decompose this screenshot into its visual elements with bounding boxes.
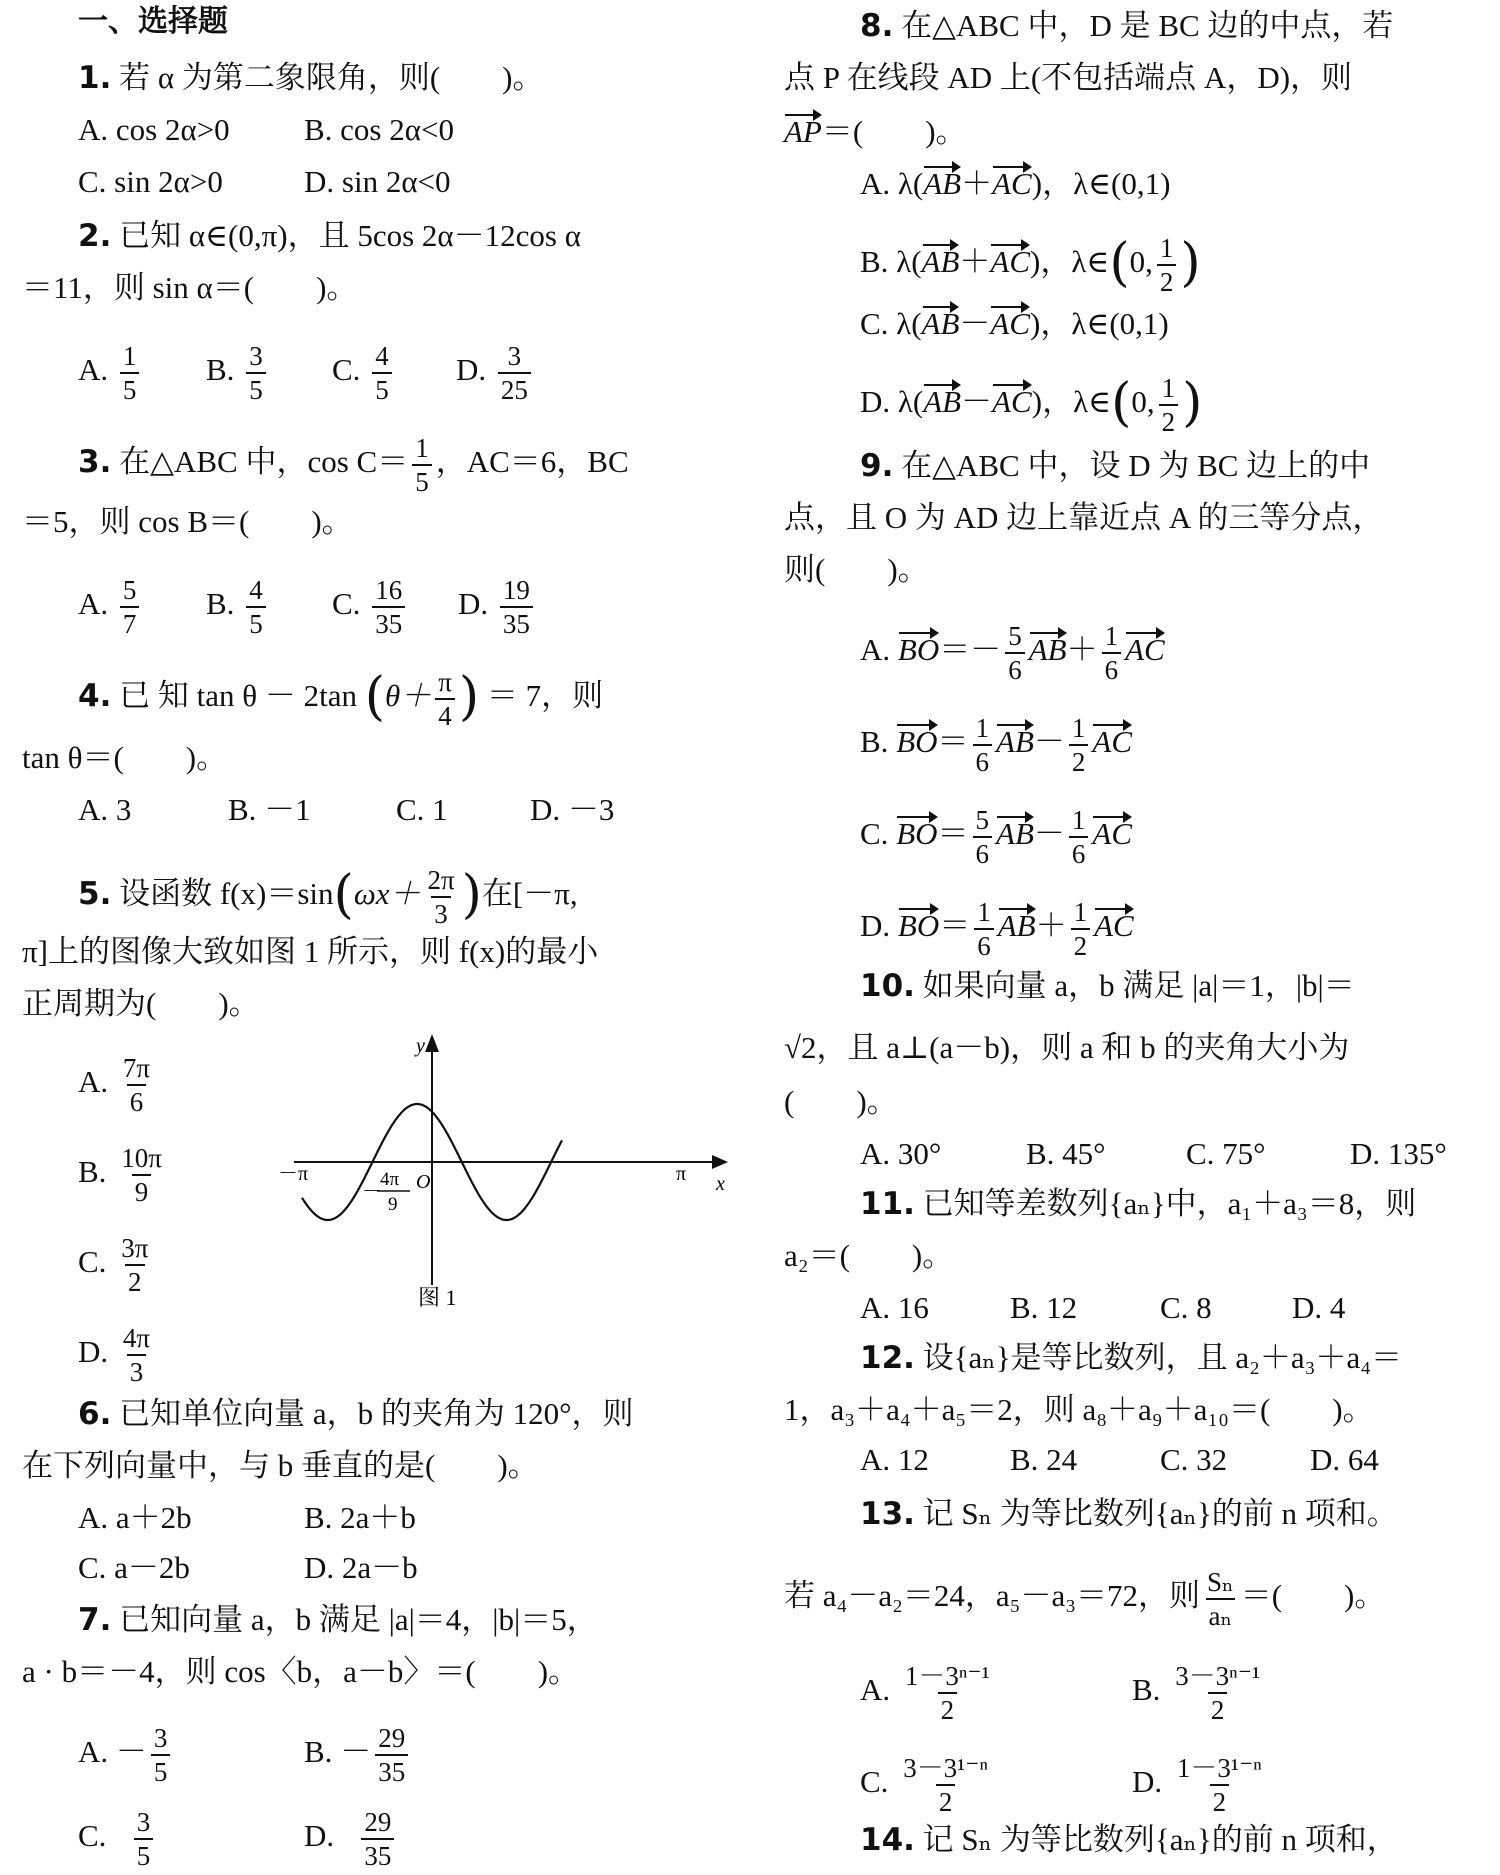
question-10: 10. 如果向量 a，b 满足 |a|＝1，|b|＝	[860, 968, 1355, 1004]
fraction	[134, 1806, 154, 1872]
tick-sign: －	[362, 1181, 382, 1203]
question-8: 8. 在△ABC 中，D 是 BC 边的中点，若	[860, 8, 1394, 44]
option-label: D.	[456, 352, 494, 388]
option-label: B.	[1132, 1672, 1169, 1708]
question-11-line2: a₂＝( )。	[784, 1238, 954, 1273]
denominator: 5	[151, 1754, 171, 1788]
option-label: A.	[78, 586, 116, 622]
option-label: D.	[78, 1334, 116, 1370]
y-axis-arrow	[425, 1034, 439, 1052]
range: ，λ∈	[1040, 244, 1110, 280]
numerator: 5	[122, 575, 137, 605]
question-9-line2: 点，且 O 为 AD 边上靠近点 A 的三等分点，	[784, 500, 1384, 535]
q4-option-c: C. 1	[396, 792, 448, 827]
question-text: 若 α 为第二象限角，则( )。	[119, 60, 544, 95]
fraction	[120, 340, 140, 406]
q4-option-d: D. －3	[530, 792, 615, 827]
vector: BO	[898, 906, 939, 946]
vector: AB	[922, 304, 960, 344]
numerator: 3－3ⁿ⁻¹	[1175, 1661, 1261, 1691]
q13-option-d	[1132, 1752, 1269, 1818]
vector: AC	[990, 304, 1030, 344]
option-label: D.	[1132, 1764, 1170, 1800]
fraction: $\frac{\text{Sₙ}}{\text{aₙ}}$	[1207, 1567, 1234, 1631]
option-label: A.	[860, 632, 898, 668]
fraction	[1174, 1752, 1265, 1818]
x-label: x	[716, 1173, 725, 1195]
q3-option-c	[332, 574, 409, 640]
q1-option-d: D. sin 2α<0	[304, 164, 451, 199]
q2-option-a	[78, 340, 143, 406]
y-label: y	[416, 1035, 425, 1057]
denominator: 35	[361, 1838, 394, 1872]
option-label: A.	[860, 1672, 898, 1708]
question-9-line3: 则( )。	[784, 552, 929, 587]
question-text: 在△ABC 中，cos C＝	[119, 444, 409, 480]
q12-option-d: D. 64	[1310, 1442, 1379, 1477]
vector: BO	[896, 722, 937, 762]
denominator: 2	[125, 1264, 145, 1298]
fraction	[900, 1752, 991, 1818]
numerator: 1	[122, 341, 137, 371]
fraction	[498, 340, 531, 406]
question-number: 9.	[860, 448, 894, 484]
fraction	[361, 1806, 394, 1872]
denominator: 5	[246, 606, 266, 640]
question-8-line2: 点 P 在线段 AD 上(不包括端点 A，D)，则	[784, 60, 1353, 95]
question-10-line3: ( )。	[784, 1084, 898, 1119]
denominator: 2	[1069, 744, 1089, 778]
fraction	[1069, 712, 1089, 778]
denominator: 35	[500, 606, 533, 640]
question-number: 8.	[860, 8, 894, 44]
q12-option-b: B. 24	[1010, 1442, 1078, 1477]
q7-option-a	[78, 1722, 174, 1788]
numerator: 3	[153, 1723, 168, 1753]
numerator: 7π	[122, 1053, 151, 1083]
vector: AB	[923, 382, 961, 422]
numerator: 1	[1161, 373, 1176, 403]
numerator: 29	[378, 1723, 406, 1753]
q8-option-d: D. λ(AB－AC)，λ∈(0, $\frac{1}{2}$ )	[860, 373, 1203, 437]
question-14: 14. 记 Sₙ 为等比数列{aₙ}的前 n 项和，	[860, 1822, 1398, 1858]
question-4: 4. 已 知 tan θ － 2tan (θ＋ $\frac{\pi}{4}$ ) ＝ 7，则	[78, 667, 604, 731]
fraction	[1157, 232, 1177, 298]
denominator: 25	[498, 372, 531, 406]
denominator: 6	[973, 744, 993, 778]
q11-option-c: C. 8	[1160, 1290, 1212, 1325]
question-7: 7. 已知向量 a，b 满足 |a|＝4，|b|＝5，	[78, 1602, 598, 1638]
neg-pi-label: －π	[278, 1163, 309, 1185]
numerator: 3－3¹⁻ⁿ	[903, 1753, 989, 1783]
pi-label: π	[676, 1163, 687, 1185]
numerator: 5	[975, 805, 990, 835]
denominator: 9	[132, 1174, 152, 1208]
option-label: D.	[458, 586, 496, 622]
sign: －	[340, 1734, 372, 1770]
question-8-line3: AP＝( )。	[784, 112, 967, 152]
fraction	[375, 1722, 408, 1788]
option-label: C.	[332, 586, 369, 622]
q8-option-c: C. λ(AB－AC)，λ∈(0,1)	[860, 304, 1169, 344]
fraction	[902, 1660, 993, 1726]
numerator: 19	[502, 575, 530, 605]
question-2	[78, 216, 581, 256]
option-label: D.	[860, 384, 898, 420]
q3-option-b	[206, 574, 270, 640]
q9-option-b: B. BO＝ $\frac{1}{6}$ AB－ $\frac{1}{2}$ AC	[860, 713, 1133, 777]
fraction	[151, 1722, 171, 1788]
denominator: 6	[1069, 836, 1089, 870]
question-1	[78, 58, 544, 98]
numerator: 3	[249, 341, 263, 371]
option-label: C.	[332, 352, 369, 388]
fraction	[372, 340, 392, 406]
vector: BO	[898, 630, 939, 670]
operator: ＋	[1066, 632, 1098, 668]
fraction	[500, 574, 533, 640]
fraction	[974, 896, 994, 962]
tick-denominator: 9	[388, 1194, 398, 1215]
vector: AB	[923, 164, 961, 204]
numerator: 4	[249, 575, 263, 605]
operator: －	[961, 384, 993, 420]
q9-option-c: C. BO＝ $\frac{5}{6}$ AB－ $\frac{1}{6}$ AC	[860, 805, 1133, 869]
q6-option-a: A. a＋2b	[78, 1500, 192, 1535]
fraction	[1102, 620, 1122, 686]
q10-option-d: D. 135°	[1350, 1136, 1447, 1171]
option-label: B.	[860, 244, 897, 280]
numerator: 29	[364, 1807, 392, 1837]
question-5-line3: 正周期为( )。	[22, 986, 260, 1021]
option-label: A.	[78, 1064, 116, 1100]
numerator: 4	[375, 341, 389, 371]
operator: ＋	[961, 166, 993, 201]
denominator: 7	[120, 606, 140, 640]
x-axis-arrow	[712, 1155, 728, 1169]
question-number: 13.	[860, 1496, 915, 1532]
q11-option-d: D. 4	[1292, 1290, 1346, 1325]
question-13: 13. 记 Sₙ 为等比数列{aₙ}的前 n 项和。	[860, 1496, 1398, 1532]
q6-option-d: D. 2a－b	[304, 1550, 418, 1585]
denominator: 35	[375, 1754, 408, 1788]
denominator: 6	[974, 928, 994, 962]
numerator: 3π	[121, 1233, 149, 1263]
q11-option-b: B. 12	[1010, 1290, 1078, 1325]
range: ，λ∈(0,1)	[1040, 306, 1169, 341]
denominator: 2	[1208, 1692, 1228, 1726]
denominator: 6	[973, 836, 993, 870]
q3-option-a	[78, 574, 143, 640]
vector: BO	[896, 814, 937, 854]
question-number: 5.	[78, 876, 112, 913]
vector: AC	[1094, 906, 1134, 946]
denominator: 5	[134, 1838, 154, 1872]
option-label: A.	[78, 352, 116, 388]
question-number: 1.	[78, 60, 112, 96]
denominator: 6	[1005, 652, 1025, 686]
range: ，λ∈	[1042, 384, 1112, 420]
q7-option-d	[304, 1806, 398, 1872]
origin-label: O	[416, 1171, 431, 1193]
fraction	[118, 1142, 165, 1208]
denominator: 35	[372, 606, 405, 640]
question-number: 11.	[860, 1186, 915, 1222]
fraction: $\frac{1}{5}$	[412, 432, 432, 498]
q10-option-b: B. 45°	[1026, 1136, 1106, 1171]
question-3: 3. 在△ABC 中，cos C＝ $\frac{1}{5}$ ，AC＝6，BC	[78, 433, 629, 497]
q13-option-a	[860, 1660, 997, 1726]
q13-option-c	[860, 1752, 995, 1818]
fraction: $\frac{\pi}{4}$	[435, 666, 455, 732]
denominator: 2	[936, 1784, 956, 1818]
fraction	[1005, 620, 1025, 686]
numerator: 10π	[121, 1143, 162, 1173]
question-11: 11. 已知等差数列{aₙ}中，a₁＋a₃＝8，则	[860, 1186, 1417, 1222]
question-number: 7.	[78, 1602, 112, 1638]
range: ，λ∈(0,1)	[1042, 166, 1171, 201]
denominator: 3	[127, 1354, 147, 1388]
question-13-line2: 若 a₄－a₂＝24，a₅－a₃＝72，则 $\frac{\text{Sₙ}}{\text{aₙ}}$ ＝( )。	[784, 1567, 1386, 1631]
figure-caption: 图 1	[418, 1285, 457, 1310]
fraction	[973, 804, 993, 870]
q12-option-a: A. 12	[860, 1442, 929, 1477]
numerator: 3	[507, 341, 522, 371]
option-label: D.	[304, 1818, 342, 1854]
q11-option-a: A. 16	[860, 1290, 929, 1325]
q5-option-b	[78, 1142, 169, 1208]
q1-option-a: A. cos 2α>0	[78, 112, 230, 147]
fraction: $\frac{2\pi}{3}$	[427, 865, 455, 929]
question-2-line2: ＝11，则 sin α＝( )。	[22, 270, 358, 305]
sign	[114, 1818, 130, 1853]
option-label: A.	[78, 1734, 116, 1770]
vector: AB	[998, 906, 1036, 946]
q8-option-a: A. λ(AB＋AC)，λ∈(0,1)	[860, 164, 1170, 204]
q1-option-b: B. cos 2α<0	[304, 112, 454, 147]
fraction	[120, 1052, 153, 1118]
question-5: 5. 设函数 f(x)＝sin(ωx＋ $\frac{2\pi}{3}$ )在[－π,	[78, 865, 578, 929]
denominator: 5	[372, 372, 392, 406]
fraction	[118, 1232, 151, 1298]
numerator: 1－3ⁿ⁻¹	[904, 1661, 990, 1691]
question-number: 14.	[860, 1822, 915, 1858]
question-text: 已知 α∈(0,π)，且 5cos 2α－12cos α	[119, 218, 581, 253]
q4-option-a: A. 3	[78, 792, 132, 827]
sign	[342, 1818, 358, 1853]
numerator: 1	[975, 713, 990, 743]
numerator: 1	[1073, 897, 1088, 927]
numerator: 16	[375, 575, 403, 605]
numerator: 1	[1104, 621, 1119, 651]
question-number: 12.	[860, 1340, 915, 1376]
question-number: 2.	[78, 218, 112, 254]
numerator: 1	[1071, 713, 1086, 743]
denominator: 5	[246, 372, 266, 406]
numerator: 4π	[122, 1323, 151, 1353]
fraction	[120, 574, 140, 640]
denominator: 2	[1159, 404, 1179, 438]
denominator: 2	[1071, 928, 1091, 962]
operator: －	[1033, 816, 1065, 852]
vector: AC	[1125, 630, 1165, 670]
option-label: C.	[78, 1244, 115, 1280]
option-label: B.	[206, 586, 243, 622]
q2-option-d	[456, 340, 535, 406]
operator: ＋	[1035, 908, 1067, 944]
numerator: 1－3¹⁻ⁿ	[1176, 1753, 1262, 1783]
numerator: 1	[1159, 233, 1174, 263]
denominator: 2	[1157, 264, 1177, 298]
question-3-line2: ＝5，则 cos B＝( )。	[22, 504, 353, 539]
option-label: B.	[206, 352, 243, 388]
option-label: B.	[78, 1154, 115, 1190]
fraction	[246, 574, 266, 640]
q5-option-c	[78, 1232, 155, 1298]
vector: AC	[1092, 814, 1132, 854]
vector: AB	[996, 814, 1034, 854]
denominator: 5	[120, 372, 140, 406]
vector: AB	[922, 242, 960, 282]
question-9: 9. 在△ABC 中，设 D 为 BC 边上的中	[860, 448, 1371, 484]
option-label: B.	[304, 1734, 341, 1770]
q12-option-c: C. 32	[1160, 1442, 1228, 1477]
denominator: 6	[127, 1084, 147, 1118]
q3-option-d	[458, 574, 537, 640]
option-label: C.	[860, 1764, 897, 1800]
q7-option-b	[304, 1722, 412, 1788]
figure-1	[278, 1030, 744, 1320]
question-6: 6. 已知单位向量 a，b 的夹角为 120°，则	[78, 1396, 634, 1432]
question-5-line2: π]上的图像大致如图 1 所示，则 f(x)的最小	[22, 934, 599, 969]
q10-option-a: A. 30°	[860, 1136, 942, 1171]
sign: －	[115, 1734, 147, 1770]
operator: ＋	[959, 244, 991, 280]
question-10-line2: √2，且 a⊥(a－b)，则 a 和 b 的夹角大小为	[784, 1030, 1350, 1065]
q5-option-a	[78, 1052, 157, 1118]
denominator: 2	[938, 1692, 958, 1726]
fraction	[973, 712, 993, 778]
question-number: 10.	[860, 968, 915, 1004]
question-7-line2: a · b＝－4，则 cos〈b，a－b〉＝( )。	[22, 1654, 580, 1689]
q4-option-b: B. －1	[228, 792, 311, 827]
vector: AC	[990, 242, 1030, 282]
vector: AB	[1029, 630, 1067, 670]
option-label: A.	[860, 166, 898, 201]
denominator: 2	[1210, 1784, 1230, 1818]
option-label: C.	[860, 306, 897, 341]
fraction	[1069, 804, 1089, 870]
numerator: 1	[1071, 805, 1086, 835]
q6-option-c: C. a－2b	[78, 1550, 190, 1585]
q7-option-c	[78, 1806, 157, 1872]
numerator: 3	[136, 1807, 151, 1837]
option-label: C.	[860, 816, 897, 852]
denominator: 6	[1102, 652, 1122, 686]
fraction	[372, 574, 405, 640]
numerator: 5	[1008, 621, 1022, 651]
fraction	[1159, 372, 1179, 438]
question-number: 6.	[78, 1396, 112, 1432]
vector: AB	[996, 722, 1034, 762]
vector: AC	[992, 164, 1032, 204]
question-12-line2: 1，a₃＋a₄＋a₅＝2，则 a₈＋a₉＋a₁₀＝( )。	[784, 1392, 1374, 1427]
vector: AC	[1092, 722, 1132, 762]
q2-option-c	[332, 340, 396, 406]
option-label: B.	[860, 724, 897, 760]
q10-option-c: C. 75°	[1186, 1136, 1266, 1171]
fraction	[1071, 896, 1091, 962]
operator: －	[959, 306, 991, 341]
operator: －	[1033, 724, 1065, 760]
q9-option-d: D. BO＝ $\frac{1}{6}$ AB＋ $\frac{1}{2}$ AC	[860, 897, 1134, 961]
fraction	[120, 1322, 153, 1388]
question-12: 12. 设{aₙ}是等比数列，且 a₂＋a₃＋a₄＝	[860, 1340, 1403, 1376]
fraction	[246, 340, 266, 406]
numerator: 1	[977, 897, 991, 927]
option-label: D.	[860, 908, 898, 944]
question-number: 3.	[78, 444, 112, 481]
q13-option-b	[1132, 1660, 1267, 1726]
q8-option-b: B. λ(AB＋AC)，λ∈(0, $\frac{1}{2}$ )	[860, 233, 1201, 297]
q6-option-b: B. 2a＋b	[304, 1500, 416, 1535]
fraction	[1172, 1660, 1263, 1726]
section-title: 一、选择题	[78, 4, 228, 39]
q2-option-b	[206, 340, 270, 406]
q9-option-a: A. BO＝－ $\frac{5}{6}$ AB＋ $\frac{1}{6}$ AC	[860, 621, 1165, 685]
question-number: 4.	[78, 678, 112, 715]
question-4-line2: tan θ＝( )。	[22, 740, 228, 775]
q5-option-d	[78, 1322, 157, 1388]
tick-numerator: 4π	[380, 1169, 400, 1190]
question-6-line2: 在下列向量中，与 b 垂直的是( )。	[22, 1448, 539, 1483]
option-label: C.	[78, 1818, 115, 1854]
vector: AC	[992, 382, 1032, 422]
q1-option-c: C. sin 2α>0	[78, 164, 223, 199]
